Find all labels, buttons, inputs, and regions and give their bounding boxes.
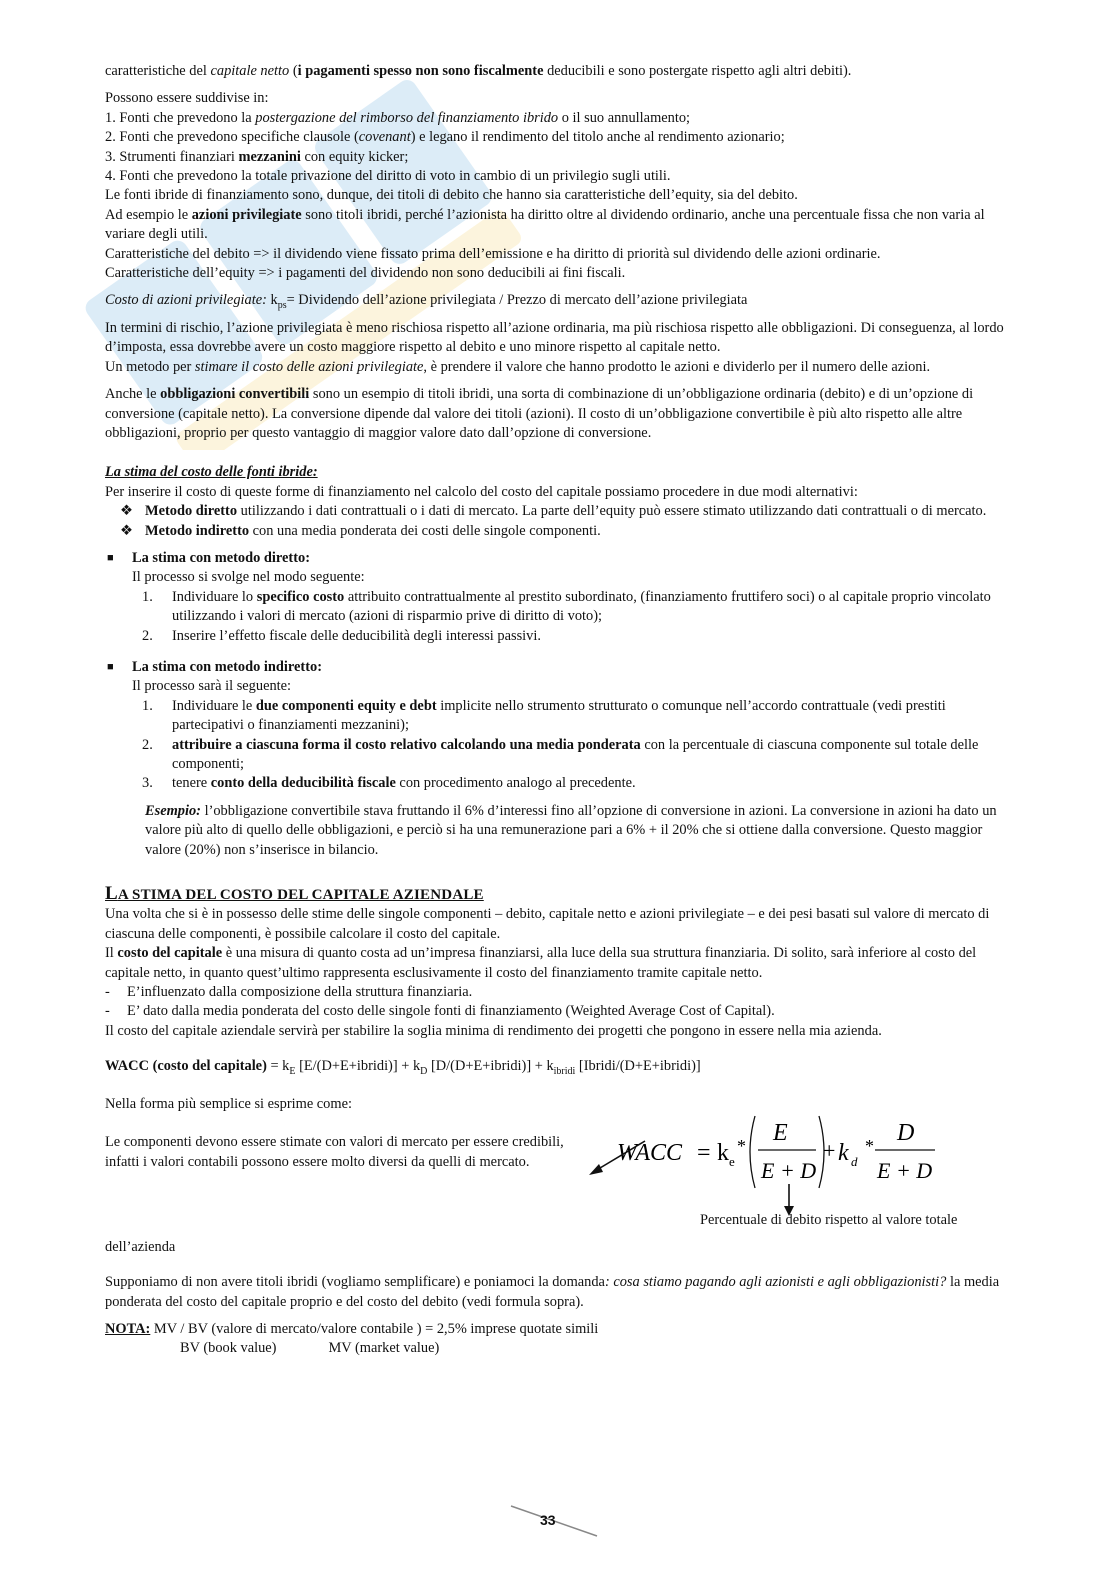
left-arrow-icon	[589, 1164, 603, 1175]
square-bullet-icon: ■	[107, 551, 114, 564]
paragraph-car-equity: Caratteristiche dell’equity => i pagamenti del dividendo non sono deducibili ai fini fiscali.	[105, 265, 626, 282]
left-arrow-graphic	[583, 1135, 653, 1185]
document-page	[105, 62, 1010, 1359]
paragraph-indiretto-intro: Il processo sarà il seguente:	[132, 678, 292, 695]
paragraph-azienda: dell’azienda	[105, 1238, 176, 1255]
paragraph-ibride: Le fonti ibride di finanziamento sono, dunque, dei titoli di debito che hanno sia caratteristiche dell’equity, sia del debito.	[105, 187, 798, 204]
list-item: 2. Inserire l’effetto fiscale delle deducibilità degli interessi passivi.	[142, 627, 541, 644]
list-item-1: 1. Fonti che prevedono la postergazione del rimborso del finanziamento ibrido o il suo annullamento;	[105, 109, 691, 126]
denominator-1: E + D	[761, 1157, 817, 1183]
numerator-e: E	[773, 1119, 788, 1146]
page-number: 33	[540, 1512, 556, 1528]
section-metodo-indiretto	[105, 658, 1010, 860]
section-title-costo-capitale: LA STIMA DEL COSTO DEL CAPITALE AZIENDALE	[105, 883, 484, 905]
denominator-2: E + D	[877, 1157, 933, 1183]
kd-subscript: d	[851, 1153, 858, 1169]
kd-symbol: k	[838, 1139, 849, 1166]
list-diretto	[132, 588, 1010, 646]
paragraph-rischio: In termini di rischio, l’azione privilegiata è meno rischiosa rispetto all’azione ordinaria, ma più rischiosa rispetto alle obbligazioni. Di conseguenza, al lordo d’imposta, essa dovrebbe avere un costo maggiore rispetto al debito e uno minore rispetto al capitale netto.	[105, 319, 1004, 356]
paragraph-diretto-intro: Il processo si svolge nel modo seguente:	[132, 569, 365, 586]
ke-symbol: k	[717, 1139, 729, 1166]
list-item-2: 2. Fonti che prevedono specifiche clausole (covenant) e legano il rendimento del titolo anche al rendimento azionario;	[105, 129, 785, 146]
left-paren	[750, 1116, 755, 1188]
paragraph-componenti: Le componenti devono essere stimate con valori di mercato per essere credibili, infatti i valori contabili possono essere molto diversi da quelli di mercato.	[105, 1134, 564, 1170]
dash-item-1: - E’influenzato dalla composizione della struttura finanziaria.	[105, 984, 473, 1001]
paragraph-intro: caratteristiche del capitale netto (i pagamenti spesso non sono fiscalmente deducibili e sono postergate rispetto agli altri debiti).	[105, 63, 852, 79]
wacc-symbol: WACC	[617, 1139, 682, 1166]
paragraph-stima-intro: Per inserire il costo di queste forme di finanziamento nel calcolo del costo del capitale possiamo procedere in due modi alternativi:	[105, 483, 858, 500]
paragraph-convertibili: Anche le obbligazioni convertibili sono un esempio di titoli ibridi, una sorta di combinazione di un’obbligazione ordinaria (debito) e di un’opzione di conversione (capitale netto). La conversione dipende dal valore dei titoli (azioni). Il costo di un’obbligazione convertibile è più alto rispetto alle altre obbligazioni, proprio per questo vantaggio di maggior valore dato dall’opzione di conversione.	[105, 386, 974, 441]
multiply-sign: *	[865, 1135, 874, 1156]
list-item-3: 3. Strumenti finanziari mezzanini con equity kicker;	[105, 148, 409, 165]
list-indiretto	[132, 697, 1010, 794]
bullet-metodo-indiretto: ❖ Metodo indiretto con una media ponderata dei costi delle singole componenti.	[105, 522, 1010, 541]
heading-metodo-diretto: La stima con metodo diretto:	[132, 549, 310, 566]
paragraph-semplice: Nella forma più semplice si esprime come:	[105, 1095, 352, 1112]
formula-costo-privilegiate: Costo di azioni privilegiate: $k_{ps}=$ Dividendo dell’azione privilegiata / Prezzo di mercato dell’azione privilegiata	[105, 292, 748, 312]
numerator-d: D	[897, 1119, 915, 1146]
paragraph-car-debito: Caratteristiche del debito => il dividendo viene fissato prima dell’emissione e ha diritto di priorità sul dividendo delle azioni ordinarie.	[105, 245, 881, 262]
note-percentuale-debito: Percentuale di debito rispetto al valore totale	[700, 1211, 958, 1228]
diamond-bullet-icon: ❖	[120, 522, 133, 539]
list-item: 2. attribuire a ciascuna forma il costo relativo calcolando una media ponderata con la percentuale di ciascuna componente sul totale delle componenti;	[142, 736, 979, 772]
paragraph-wacc-intro: Una volta che si è in possesso delle stime delle singole componenti – debito, capitale netto e azioni privilegiate – e dei pesi basati sul valore di mercato di ciascuna delle componenti, è possibile calcolare il costo del capitale.	[105, 906, 990, 942]
paragraph-esempio: Esempio: l’obbligazione convertibile stava fruttando il 6% d’interessi fino all’opzione di conversione in azioni. La conversione in azioni ha dato un valore più alto di quello delle obbligazioni, e perciò si ha una remunerazione pari a 6% + il 20% che si ottiene dalla conversione. Questo maggior valore (20%) non s’inserisce in bilancio.	[145, 802, 997, 858]
paragraph-metodo-stima: Un metodo per stimare il costo delle azioni privilegiate, è prendere il valore che hanno prodotto le azioni e dividerlo per il numero delle azioni.	[105, 358, 931, 375]
multiply-sign: *	[737, 1135, 746, 1156]
paragraph-soglia: Il costo del capitale aziendale servirà per stabilire la soglia minima di rendimento dei progetti che pongono in essere nella mia azienda.	[105, 1022, 882, 1039]
paragraph-supponiamo: Supponiamo di non avere titoli ibridi (vogliamo semplificare) e poniamoci la domanda: cosa stiamo pagando agli azionisti e agli obbligazionisti? la media ponderata del costo del capitale proprio e del costo del debito (vedi formula sopra).	[105, 1274, 1000, 1310]
equals-sign: =	[697, 1139, 711, 1166]
list-item: 3. tenere conto della deducibilità fiscale con procedimento analogo al precedente.	[142, 775, 636, 792]
dash-item-2: - E’ dato dalla media ponderata del costo delle singole fonti di finanziamento (Weighted Average Cost of Capital).	[105, 1003, 775, 1020]
plus-sign: +	[823, 1137, 836, 1163]
formula-wacc-extended: WACC (costo del capitale) = $k_E$ [E/(D+E+ibridi)] + $k_D$ [D/(D+E+ibridi)] + $k_{ibridi}$ [Ibridi/(D+E+ibridi)]	[105, 1058, 701, 1078]
paragraph-suddivise: Possono essere suddivise in:	[105, 90, 269, 107]
heading-metodo-indiretto: La stima con metodo indiretto:	[132, 658, 322, 675]
nota-line: NOTA: MV / BV (valore di mercato/valore contabile ) = 2,5% imprese quotate simili	[105, 1320, 599, 1337]
section-metodo-diretto	[105, 549, 1010, 646]
left-arrow-shaft	[595, 1141, 645, 1171]
paragraph-azioni-privilegiate: Ad esempio le azioni privilegiate sono titoli ibridi, perché l’azionista ha diritto oltre al dividendo ordinario, anche una percentuale fissa che non varia al variare degli utili.	[105, 206, 985, 243]
heading-stima-fonti-ibride: La stima del costo delle fonti ibride:	[105, 464, 318, 481]
list-item: 1. Individuare lo specifico costo attribuito contrattualmente al prestito subordinato, (finanziamento fruttifero soci) o al capitale proprio vincolato utilizzando i valori di mercato (azioni di risparmio prive di diritto di voto);	[142, 588, 991, 625]
wacc-formula-graphic	[613, 1080, 1033, 1220]
formula-area	[105, 1095, 1010, 1250]
square-bullet-icon: ■	[107, 660, 114, 673]
diamond-bullet-icon: ❖	[120, 503, 133, 520]
paragraph-costo-capitale: Il costo del capitale è una misura di quanto costa ad un’impresa finanziarsi, alla luce della sua struttura finanziaria. Di solito, sarà inferiore al costo del capitale netto, in quanto quest’ultimo rappresenta esclusivamente il costo del finanziamento tramite capitale netto.	[105, 945, 977, 981]
bullet-list-metodi	[105, 502, 1010, 541]
list-item: 1. Individuare le due componenti equity e debt implicite nello strumento strutturato o comunque nell’accordo contrattuale (vedi prestiti partecipativi o finanziamenti mezzanini);	[142, 697, 946, 734]
ke-subscript: e	[729, 1153, 735, 1169]
bullet-metodo-diretto: ❖ Metodo diretto utilizzando i dati contrattuali o i dati di mercato. La parte dell’equity può essere stimato utilizzando dati contrattuali o di mercato.	[105, 502, 1010, 521]
list-item-4: 4. Fonti che prevedono la totale privazione del diritto di voto in cambio di un privilegio sugli utili.	[105, 168, 671, 185]
nota-legend: BV (book value) MV (market value)	[180, 1340, 440, 1357]
